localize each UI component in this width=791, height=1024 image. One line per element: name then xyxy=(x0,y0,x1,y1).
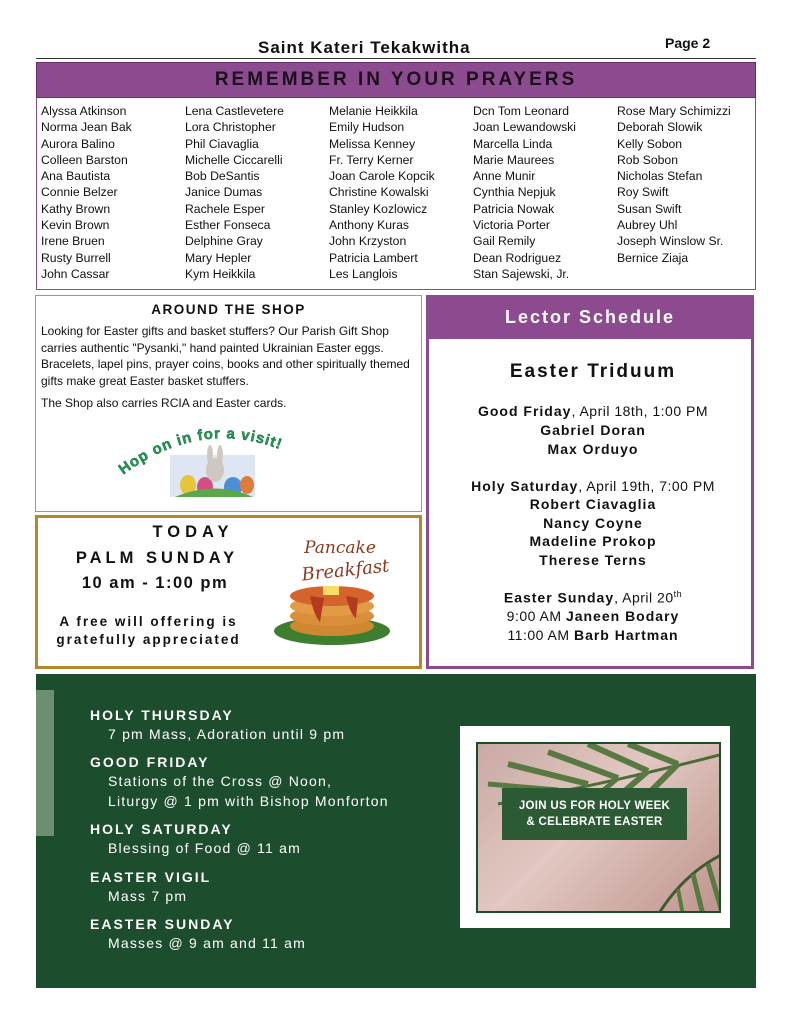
prayer-name: Kym Heikkila xyxy=(185,266,256,281)
pancake-breakfast-graphic xyxy=(270,526,410,651)
shop-paragraph: Looking for Easter gifts and basket stuffers? Our Parish Gift Shop carries authentic "Pysanki," hand painted Ukrainian Easter eggs. Bracelets, lapel pins, prayer coins, books and other spiritually themed gifts make great Easter basket stuffers. xyxy=(41,324,410,388)
prayer-name: Aubrey Uhl xyxy=(617,218,678,233)
easter-sunday-slot xyxy=(429,627,757,643)
prayer-name: Les Langlois xyxy=(329,266,398,281)
pancake-art-word: Pancake xyxy=(304,538,376,558)
event-detail: Liturgy @ 1 pm with Bishop Monforton xyxy=(108,793,389,809)
prayer-name: Roy Swift xyxy=(617,185,669,200)
page-number: Page 2 xyxy=(665,35,711,51)
shop-paragraph: The Shop also carries RCIA and Easter cards. xyxy=(41,396,287,410)
header-divider xyxy=(36,58,756,59)
breakfast-art-word: Breakfast xyxy=(300,555,391,586)
prayer-name: Delphine Gray xyxy=(185,234,263,249)
prayer-name: Joan Lewandowski xyxy=(473,120,576,135)
prayer-name: Norma Jean Bak xyxy=(41,120,132,135)
good-friday-line xyxy=(429,403,757,419)
prayer-name: Joseph Winslow Sr. xyxy=(617,234,724,249)
slot-time: 9:00 AM xyxy=(506,608,562,624)
hop-graphic xyxy=(115,415,310,500)
prayer-name: Rusty Burrell xyxy=(41,250,111,265)
lector-name: Max Orduyo xyxy=(547,441,639,457)
triduum-heading: Easter Triduum xyxy=(509,361,677,382)
prayers-header xyxy=(36,62,756,98)
prayers-title: REMEMBER IN YOUR PRAYERS xyxy=(214,69,578,90)
offering-text: A free will offering is xyxy=(59,614,238,629)
prayer-name: Connie Belzer xyxy=(41,185,118,200)
prayer-name: Victoria Porter xyxy=(473,218,550,233)
lector-schedule xyxy=(426,339,754,669)
prayer-name: Marcella Linda xyxy=(473,136,553,151)
prayer-name: Kathy Brown xyxy=(41,201,111,216)
banner-line: & CELEBRATE EASTER xyxy=(526,816,663,828)
prayer-name: Marie Maurees xyxy=(473,152,555,167)
prayer-name: Rachele Esper xyxy=(185,201,265,216)
event-title: HOLY SATURDAY xyxy=(90,821,233,837)
prayer-name: Susan Swift xyxy=(617,201,682,216)
event-title: HOLY THURSDAY xyxy=(90,707,234,723)
prayer-column-1 xyxy=(41,103,132,282)
prayer-name: Ana Bautista xyxy=(41,169,111,184)
prayer-name: Patricia Lambert xyxy=(329,250,418,265)
prayer-name: Gail Remily xyxy=(473,234,536,249)
holy-week-banner xyxy=(502,788,687,840)
event-detail: Stations of the Cross @ Noon, xyxy=(108,773,333,789)
prayer-name: Fr. Terry Kerner xyxy=(329,152,414,167)
prayer-name: Mary Hepler xyxy=(185,250,252,265)
lector-name: Janeen Bodary xyxy=(565,608,680,624)
prayer-name: Dcn Tom Leonard xyxy=(473,104,569,118)
lector-name: Nancy Coyne xyxy=(543,515,643,531)
prayer-name: Nicholas Stefan xyxy=(617,169,703,184)
easter-sunday-when: , April 20 xyxy=(614,589,674,606)
prayer-name: Irene Bruen xyxy=(41,234,105,249)
prayer-name: Anthony Kuras xyxy=(329,218,409,233)
prayer-name: Kelly Sobon xyxy=(617,136,683,151)
prayers-list xyxy=(36,98,756,290)
banner-line: JOIN US FOR HOLY WEEK xyxy=(518,800,671,812)
prayer-column-2 xyxy=(185,103,284,282)
prayer-column-5 xyxy=(617,103,731,266)
prayer-name: Cynthia Nepjuk xyxy=(473,185,556,200)
prayer-name: John Krzyston xyxy=(329,234,407,249)
prayer-name: Janice Dumas xyxy=(185,185,263,200)
today-label: TODAY xyxy=(152,523,234,541)
lector-name: Madeline Prokop xyxy=(529,533,657,549)
prayer-name: Deborah Slowik xyxy=(617,120,703,135)
prayer-name: Phil Ciavaglia xyxy=(185,136,259,151)
event-title: GOOD FRIDAY xyxy=(90,754,210,770)
easter-basket-icon xyxy=(170,445,255,497)
good-friday-when: , April 18th, 1:00 PM xyxy=(571,403,709,419)
prayer-name: Joan Carole Kopcik xyxy=(329,169,435,184)
offering-text: gratefully appreciated xyxy=(56,632,241,647)
event-detail: Masses @ 9 am and 11 am xyxy=(108,935,306,951)
prayer-name: Lena Castlevetere xyxy=(185,104,284,118)
lector-name: Barb Hartman xyxy=(573,627,679,643)
hop-caption: Hop on in for a visit! xyxy=(115,425,285,479)
prayer-name: Esther Fonseca xyxy=(185,218,271,233)
newsletter-title: Saint Kateri Tekakwitha xyxy=(258,38,471,57)
easter-sunday-slot xyxy=(429,608,757,624)
prayer-name: Bernice Ziaja xyxy=(617,250,689,265)
holy-saturday-when: , April 19th, 7:00 PM xyxy=(578,478,715,494)
lector-header xyxy=(426,295,754,339)
event-title: EASTER SUNDAY xyxy=(90,916,235,932)
pancake-breakfast-box xyxy=(35,515,422,669)
lector-name: Gabriel Doran xyxy=(540,422,646,438)
good-friday-day: Good Friday xyxy=(477,403,572,419)
prayer-name: Stanley Kozlowicz xyxy=(329,201,428,216)
shop-text xyxy=(36,317,421,412)
prayer-name: Kevin Brown xyxy=(41,218,110,233)
palm-sunday-label: PALM SUNDAY xyxy=(75,549,239,567)
pancake-stack-icon xyxy=(274,586,390,645)
date-suffix: th xyxy=(673,589,683,599)
prayer-name: Anne Munir xyxy=(473,169,536,184)
easter-sunday-day: Easter Sunday xyxy=(503,589,615,606)
panel-accent-tab xyxy=(36,690,54,836)
prayer-name: Bob DeSantis xyxy=(185,169,260,184)
prayer-name: Melissa Kenney xyxy=(329,136,416,151)
prayer-name: Patricia Nowak xyxy=(473,201,555,216)
prayer-name: John Cassar xyxy=(41,266,110,281)
prayer-name: Rose Mary Schimizzi xyxy=(617,104,731,118)
event-title: EASTER VIGIL xyxy=(90,869,212,885)
holy-saturday-line xyxy=(429,478,757,494)
easter-sunday-line xyxy=(429,589,757,606)
lector-name: Robert Ciavaglia xyxy=(529,496,657,512)
prayer-name: Melanie Heikkila xyxy=(329,104,418,118)
event-detail: Mass 7 pm xyxy=(108,888,188,904)
prayer-name: Rob Sobon xyxy=(617,152,678,167)
event-detail: 7 pm Mass, Adoration until 9 pm xyxy=(108,726,346,742)
lector-name: Therese Terns xyxy=(539,552,647,568)
prayer-name: Stan Sajewski, Jr. xyxy=(473,266,570,281)
prayer-name: Emily Hudson xyxy=(329,120,405,135)
prayer-name: Dean Rodriguez xyxy=(473,250,562,265)
prayer-name: Christine Kowalski xyxy=(329,185,429,200)
slot-time: 11:00 AM xyxy=(507,627,570,643)
prayer-name: Colleen Barston xyxy=(41,152,128,167)
prayer-column-3 xyxy=(329,103,435,282)
prayer-name: Lora Christopher xyxy=(185,120,276,135)
prayer-name: Michelle Ciccarelli xyxy=(185,152,283,167)
prayer-column-4 xyxy=(473,103,576,282)
prayer-name: Alyssa Atkinson xyxy=(41,104,127,118)
holy-saturday-day: Holy Saturday xyxy=(471,478,579,494)
lector-title: Lector Schedule xyxy=(504,306,676,327)
event-time: 10 am - 1:00 pm xyxy=(81,574,229,592)
prayer-name: Aurora Balino xyxy=(41,136,115,151)
event-detail: Blessing of Food @ 11 am xyxy=(108,840,301,856)
shop-title: AROUND THE SHOP xyxy=(151,302,306,317)
